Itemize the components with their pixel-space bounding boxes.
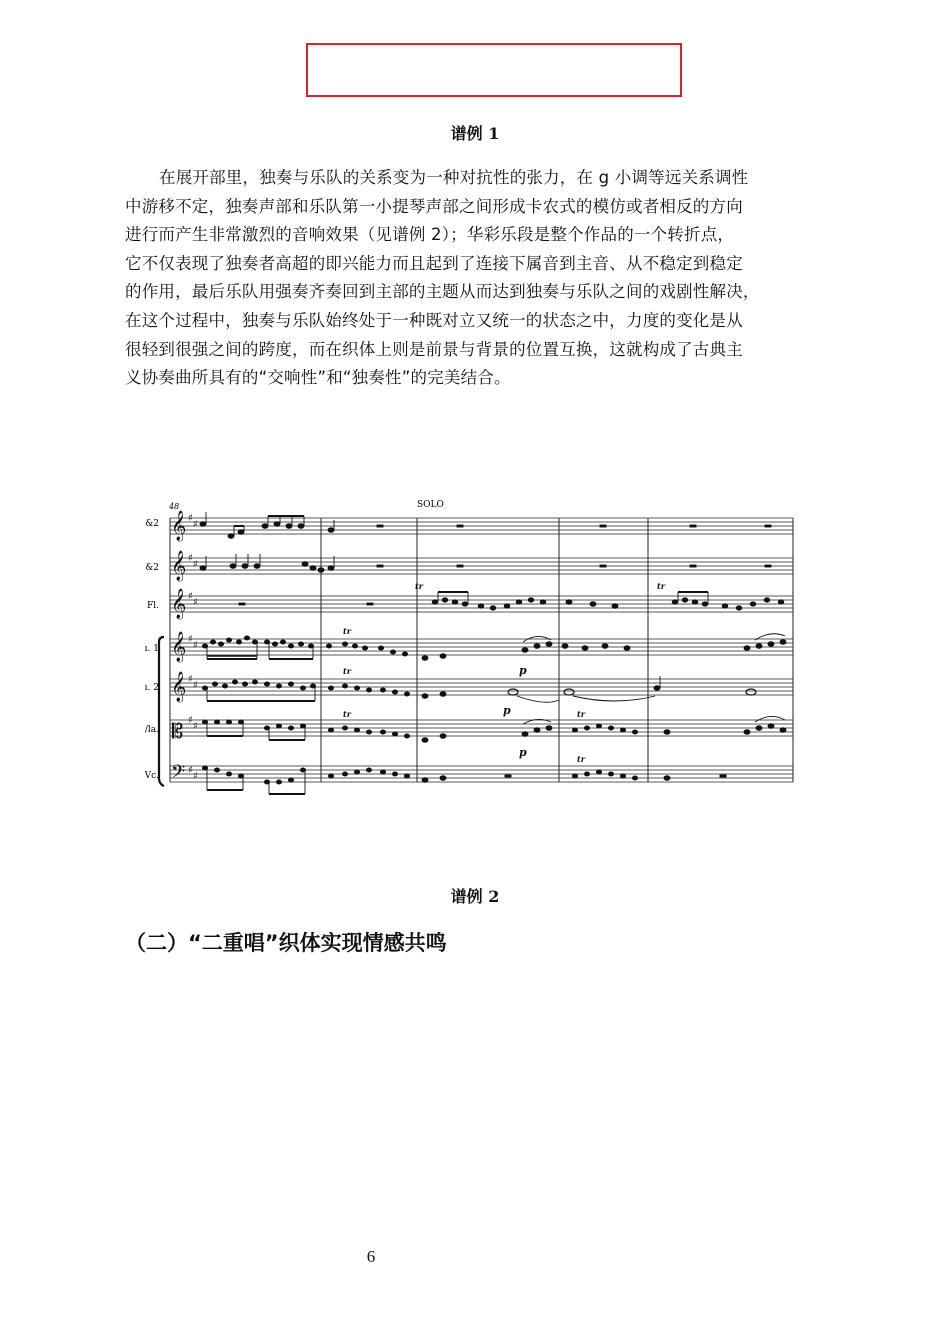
svg-text:𝄞: 𝄞 bbox=[171, 551, 187, 581]
svg-text:♯: ♯ bbox=[193, 597, 198, 608]
paragraph-line: 的作用，最后乐队用强奏齐奏回到主部的主题从而达到独奏与乐队之间的戏剧性解决， bbox=[125, 282, 760, 302]
body-paragraph bbox=[125, 164, 837, 393]
svg-text:♯: ♯ bbox=[188, 634, 193, 645]
svg-text:♯: ♯ bbox=[188, 591, 193, 602]
svg-text:♯: ♯ bbox=[193, 721, 198, 732]
paragraph-line: 进行而产生非常激烈的音响效果（见谱例 2）；华彩乐段是整个作品的一个转折点， bbox=[125, 225, 735, 245]
svg-text:p: p bbox=[503, 704, 511, 717]
staff-label-trumpets: &2 bbox=[145, 563, 159, 573]
svg-text:𝄞: 𝄞 bbox=[171, 672, 187, 702]
paragraph-line: 它不仅表现了独奏者高超的即兴能力而且起到了连接下属音到主音、从不稳定到稳定 bbox=[125, 253, 743, 273]
staff-label-horns: &2 bbox=[145, 519, 159, 529]
svg-text:p: p bbox=[519, 746, 527, 759]
svg-text:tr: tr bbox=[343, 626, 351, 636]
solo-label: SOLO bbox=[417, 500, 444, 510]
measure-number: 48 bbox=[169, 502, 180, 511]
svg-text:♯: ♯ bbox=[193, 771, 198, 782]
svg-text:♯: ♯ bbox=[188, 553, 193, 564]
page-number: 6 bbox=[366, 1247, 376, 1266]
staff-label-cello: Vc. bbox=[145, 771, 159, 781]
section-heading: （二）“二重唱”织体实现情感共鸣 bbox=[125, 931, 447, 955]
svg-text:♯: ♯ bbox=[193, 519, 198, 530]
red-outline-box bbox=[306, 43, 682, 97]
clefs bbox=[171, 510, 186, 787]
svg-text:♯: ♯ bbox=[188, 513, 193, 524]
staff-lines bbox=[170, 518, 793, 782]
svg-text:♯: ♯ bbox=[193, 559, 198, 570]
music-score-excerpt bbox=[145, 496, 800, 801]
barlines bbox=[170, 518, 793, 782]
figure-caption-1: 谱例 1 bbox=[450, 124, 500, 143]
staff-label-flute: Fl. bbox=[147, 601, 159, 611]
paragraph-line: 中游移不定，独奏声部和乐队第一小提琴声部之间形成卡农式的模仿或者相反的方向 bbox=[125, 196, 743, 216]
svg-text:♯: ♯ bbox=[188, 674, 193, 685]
svg-text:♯: ♯ bbox=[188, 765, 193, 776]
svg-text:♯: ♯ bbox=[188, 715, 193, 726]
paragraph-line: 义协奏曲所具有的“交响性”和“独奏性”的完美结合。 bbox=[125, 368, 511, 388]
svg-text:tr: tr bbox=[657, 581, 665, 591]
svg-text:𝄞: 𝄞 bbox=[171, 632, 187, 662]
staff-label-violin-2: ı. 2 bbox=[145, 683, 159, 693]
svg-text:𝄞: 𝄞 bbox=[171, 589, 187, 619]
svg-text:tr: tr bbox=[343, 709, 351, 719]
paragraph-line: 很轻到很强之间的跨度，而在织体上则是前景与背景的位置互换，这就构成了古典主 bbox=[125, 339, 743, 359]
notes-trumpets bbox=[200, 554, 771, 572]
trill-mark: tr bbox=[415, 581, 423, 591]
dynamic-mark-p: p bbox=[519, 664, 527, 677]
svg-text:♯: ♯ bbox=[193, 640, 198, 651]
staff-label-violin-1: ı. 1 bbox=[145, 644, 159, 654]
notes-viola bbox=[202, 709, 786, 759]
strings-bracket bbox=[159, 637, 164, 786]
svg-text:tr: tr bbox=[343, 666, 351, 676]
paragraph-line: 在展开部里，独奏与乐队的关系变为一种对抗性的张力，在 g 小调等远关系调性 bbox=[159, 168, 749, 187]
staff-label-viola: /la. bbox=[145, 725, 159, 735]
key-signatures bbox=[188, 513, 198, 782]
svg-text:tr: tr bbox=[577, 709, 585, 719]
svg-text:𝄢: 𝄢 bbox=[171, 762, 186, 787]
svg-text:tr: tr bbox=[577, 754, 585, 764]
notes-violin-2 bbox=[202, 666, 756, 717]
svg-text:𝄞: 𝄞 bbox=[171, 511, 187, 541]
svg-text:♯: ♯ bbox=[193, 680, 198, 691]
notes-violin-1 bbox=[202, 626, 786, 677]
paragraph-line: 在这个过程中，独奏与乐队始终处于一种既对立又统一的状态之中，力度的变化是从 bbox=[125, 310, 743, 330]
svg-text:𝄡: 𝄡 bbox=[172, 719, 184, 743]
figure-caption-2: 谱例 2 bbox=[450, 887, 500, 906]
